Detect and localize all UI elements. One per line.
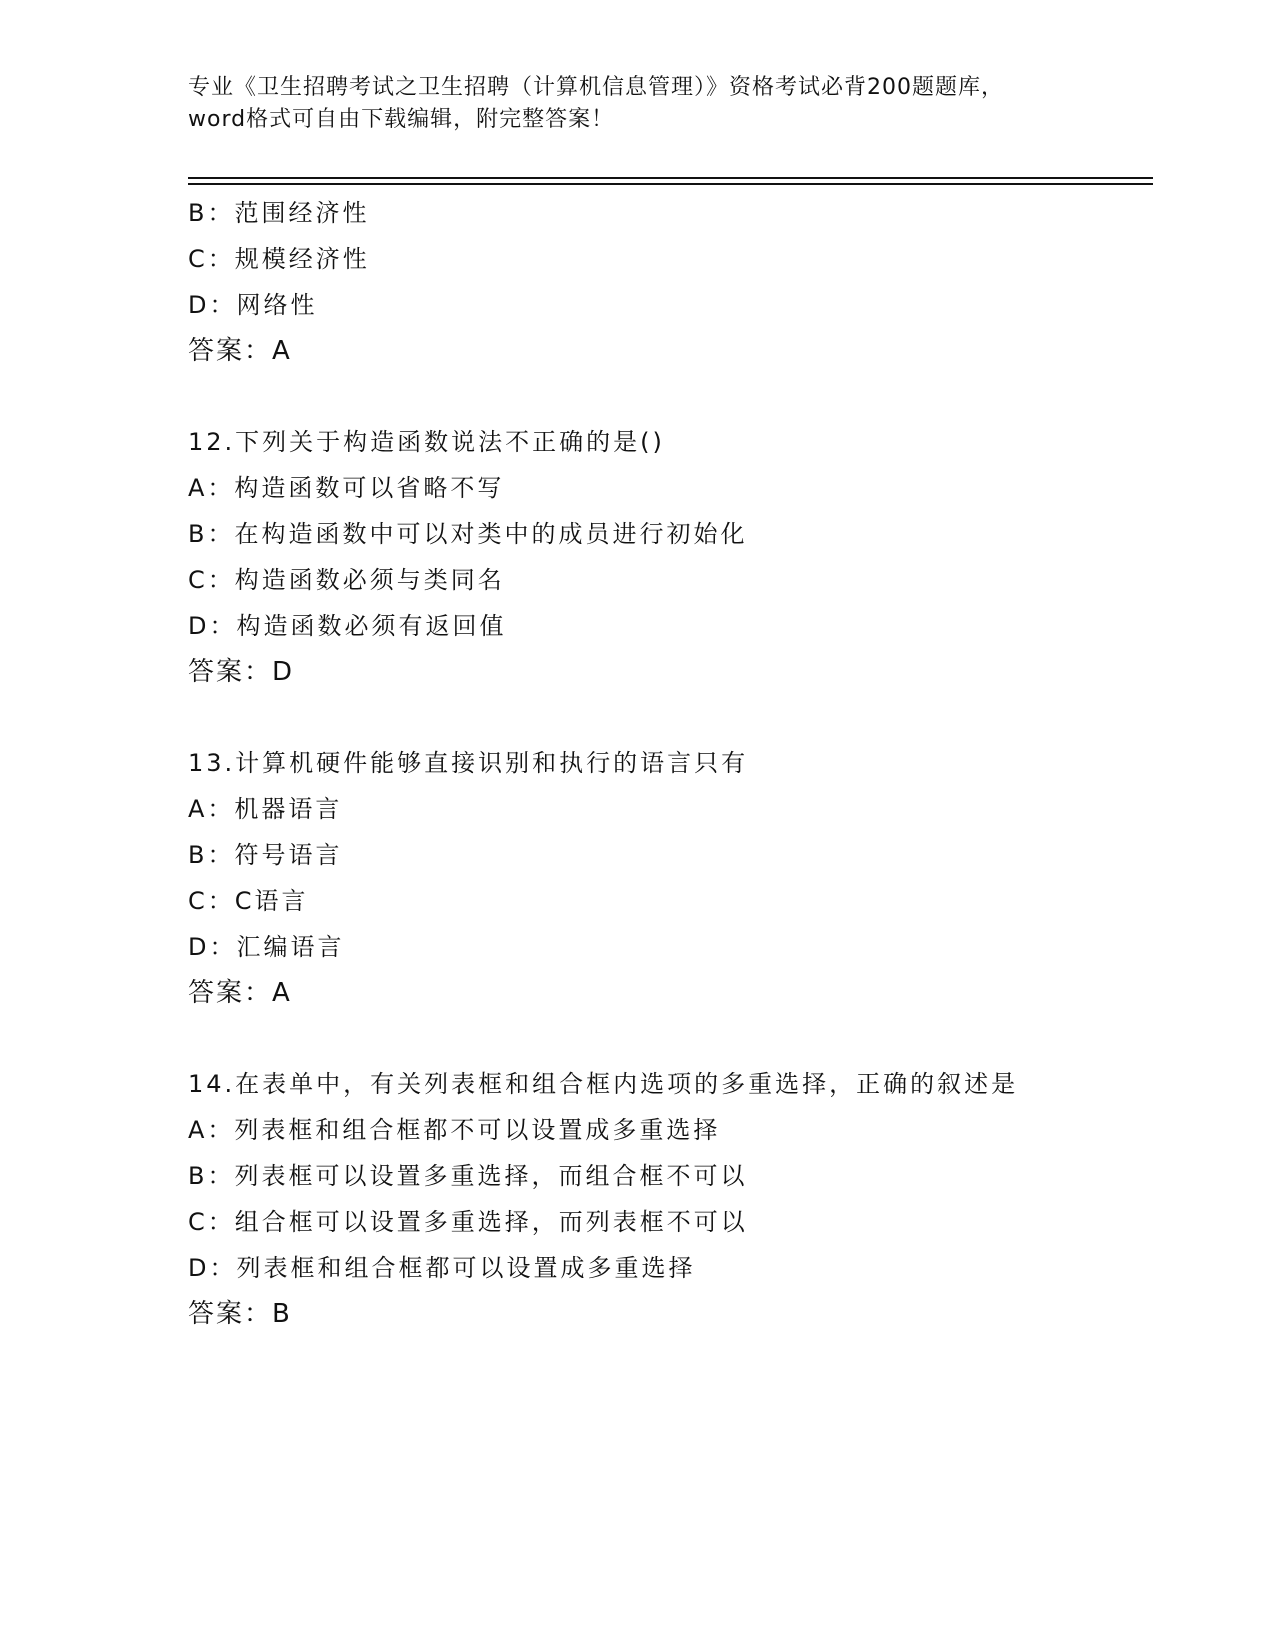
- answer-value: A: [272, 336, 290, 366]
- option-d: D：网络性: [188, 291, 318, 319]
- option-b: B：在构造函数中可以对类中的成员进行初始化: [188, 520, 748, 548]
- answer-line: [188, 328, 1148, 374]
- answer-label: 答案：: [188, 657, 273, 687]
- option-d: D：列表框和组合框都可以设置成多重选择: [188, 1254, 696, 1282]
- option-a: A：列表框和组合框都不可以设置成多重选择: [188, 1116, 721, 1144]
- question-list: [188, 190, 1148, 1337]
- option-c: C：规模经济性: [188, 245, 370, 273]
- option-d: D：汇编语言: [188, 933, 345, 961]
- question-13: [188, 740, 1148, 1016]
- question-14: [188, 1061, 1148, 1337]
- option-c: C：组合框可以设置多重选择，而列表框不可以: [188, 1208, 748, 1236]
- answer-line: [188, 1291, 1148, 1337]
- header-line-1: 专业《卫生招聘考试之卫生招聘（计算机信息管理）》资格考试必背200题题库，: [188, 75, 1004, 100]
- question-stem: 12.下列关于构造函数说法不正确的是(): [188, 428, 665, 456]
- question-stem: 14.在表单中，有关列表框和组合框内选项的多重选择，正确的叙述是: [188, 1070, 1019, 1098]
- option-b: B：符号语言: [188, 841, 343, 869]
- option-c: C：C语言: [188, 887, 309, 915]
- header-divider-bottom: [188, 183, 1153, 185]
- question-stem: 13.计算机硬件能够直接识别和执行的语言只有: [188, 749, 749, 777]
- header-line-2: word格式可自由下载编辑，附完整答案！: [188, 107, 615, 132]
- option-b: B：列表框可以设置多重选择，而组合框不可以: [188, 1162, 748, 1190]
- header-divider-top: [188, 177, 1153, 179]
- answer-value: A: [272, 978, 290, 1008]
- option-b: B：范围经济性: [188, 199, 370, 227]
- answer-line: [188, 970, 1148, 1016]
- option-c: C：构造函数必须与类同名: [188, 566, 505, 594]
- answer-label: 答案：: [188, 978, 273, 1008]
- answer-value: D: [272, 657, 293, 687]
- question-11-tail: [188, 190, 1148, 374]
- answer-label: 答案：: [188, 1299, 273, 1329]
- answer-line: [188, 649, 1148, 695]
- answer-value: B: [272, 1299, 290, 1329]
- option-a: A：机器语言: [188, 795, 343, 823]
- answer-label: 答案：: [188, 336, 273, 366]
- option-d: D：构造函数必须有返回值: [188, 612, 507, 640]
- document-header: [188, 72, 1088, 136]
- option-a: A：构造函数可以省略不写: [188, 474, 505, 502]
- question-12: [188, 419, 1148, 695]
